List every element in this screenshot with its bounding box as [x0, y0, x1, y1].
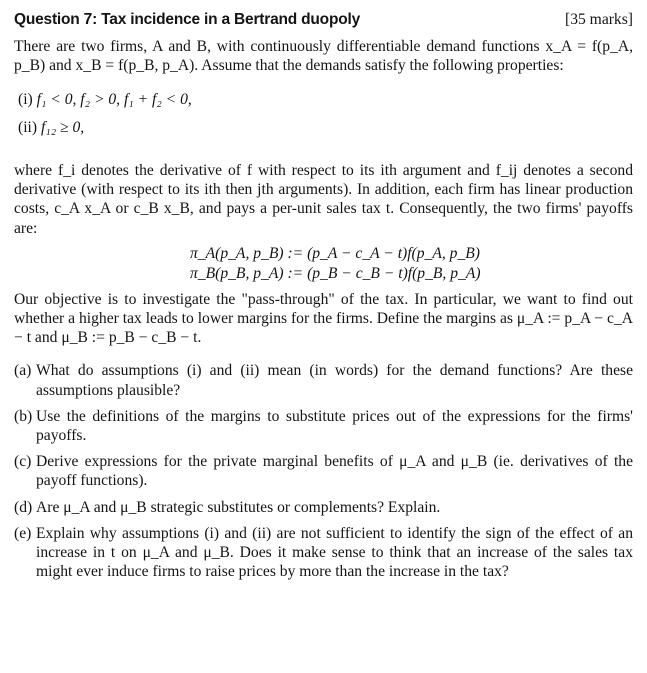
- part-text: What do assumptions (i) and (ii) mean (in words) for the demand functions? Are these assumptions plausible?: [36, 362, 633, 399]
- question-header: [14, 10, 633, 29]
- part-c: [14, 452, 633, 490]
- part-b: [14, 407, 633, 445]
- part-d: [14, 498, 633, 517]
- payoff-equations: [14, 244, 633, 284]
- payoff-equation-b: π_B(p_B, p_A) := (p_B − c_B − t)f(p_B, p_A): [190, 264, 481, 282]
- objective-paragraph: Our objective is to investigate the "pass-through" of the tax. In particular, we want to find out whether a higher tax leads to lower margins for the firms. Define the margins as μ_A := p_A − c_A − t and μ_B := p_B − c_B − t.: [14, 290, 633, 347]
- part-text: Explain why assumptions (i) and (ii) are not sufficient to identify the sign of the effect of an increase in t on μ_A and μ_B. Does it make sense to think that an increase of the sales tax might ever induce firms to raise prices by more than the increase in the tax?: [36, 524, 633, 581]
- definition-paragraph: where f_i denotes the derivative of f with respect to its ith argument and f_ij denotes a second derivative (with respect to its ith then jth arguments). In addition, each firm has linear production costs, c_A x_A or c_B x_B, and pays a per-unit sales tax t. Consequently, the two firms' payoffs are:: [14, 162, 633, 237]
- part-a: [14, 361, 633, 399]
- part-label: (c): [14, 453, 32, 471]
- parts-list: [14, 361, 633, 581]
- question-title: Question 7: Tax incidence in a Bertrand duopoly: [14, 11, 361, 28]
- condition-text: f₁₂ ≥ 0,: [40, 118, 85, 136]
- payoff-equation-a: π_A(p_A, p_B) := (p_A − c_A − t)f(p_A, p_B): [190, 244, 480, 262]
- conditions-list: [14, 90, 633, 137]
- condition-label: (ii): [18, 118, 38, 136]
- intro-paragraph: There are two firms, A and B, with continuously differentiable demand functions x_A = f(p_A, p_B) and x_B = f(p_B, p_A). Assume that the demands satisfy the following properties:: [14, 38, 633, 75]
- part-text: Use the definitions of the margins to substitute prices out of the expressions for the firms' payoffs.: [36, 407, 633, 445]
- part-label: (a): [14, 362, 32, 380]
- part-e: [14, 524, 633, 582]
- part-label: (b): [14, 407, 33, 425]
- part-text: Are μ_A and μ_B strategic substitutes or complements? Explain.: [36, 498, 441, 516]
- part-label: (d): [14, 498, 33, 516]
- part-label: (e): [14, 524, 32, 542]
- condition-i: [14, 90, 633, 109]
- condition-text: f₁ < 0, f₂ > 0, f₁ + f₂ < 0,: [36, 90, 192, 108]
- part-text: Derive expressions for the private marginal benefits of μ_A and μ_B (ie. derivatives of the payoff functions).: [36, 453, 633, 490]
- condition-label: (i): [18, 90, 33, 108]
- marks-label: [35 marks]: [565, 11, 633, 28]
- condition-ii: [14, 118, 633, 137]
